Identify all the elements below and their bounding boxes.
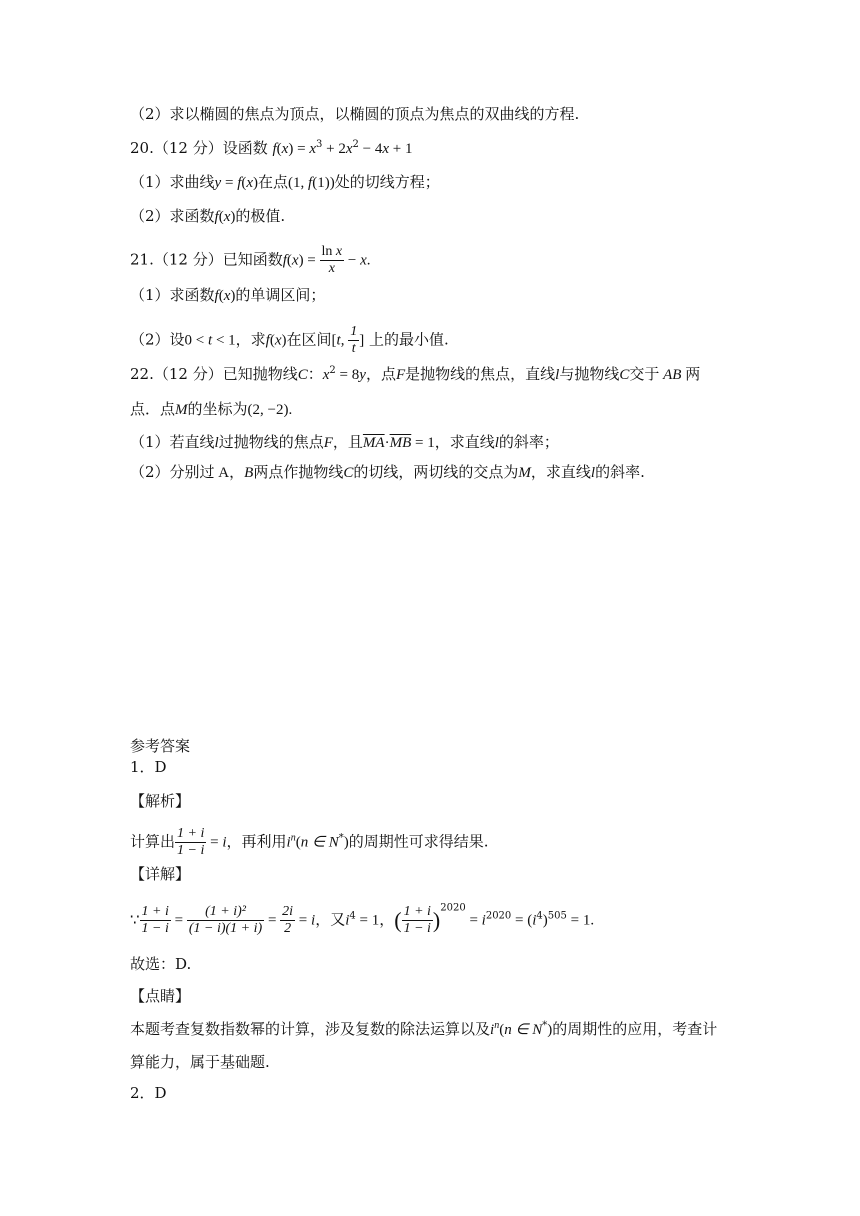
q20-exp3: 3 — [315, 139, 323, 150]
q21-p2-b: ，求 — [235, 330, 266, 349]
xj-eq1: = — [170, 912, 187, 929]
q21-p2-f: f — [265, 332, 270, 349]
q20-p1-c: 处的切线方程； — [334, 173, 440, 191]
guxuan-text: 故选：D. — [130, 955, 192, 973]
q22-p2-M: M — [518, 465, 531, 481]
jx-b: ，再利用 — [226, 832, 287, 851]
q21-fraction — [320, 244, 345, 277]
jx-in: i — [286, 834, 291, 851]
xj-frac2 — [187, 904, 264, 937]
q22-p2-e: 的斜率. — [595, 463, 645, 481]
q20-paren2: ) — [253, 175, 259, 191]
q21-interval-fraction — [348, 324, 359, 357]
xj-f3-den: 2 — [284, 921, 292, 936]
q21-frac-den: x — [328, 261, 335, 276]
xj-f3-num: 2i — [282, 904, 294, 919]
q21-p1-o: ( — [218, 288, 224, 304]
q20-function-expr: f — [272, 141, 277, 157]
q22-C2: C — [619, 367, 630, 383]
q21-frac-num: ln x — [321, 244, 343, 259]
q20-heading — [130, 138, 412, 159]
q20-f: f — [237, 175, 242, 191]
xj-frac4 — [402, 904, 433, 937]
xj-bigparen-open: ( — [394, 907, 402, 933]
xj-eq2: = — [264, 912, 281, 929]
q21-p1-a: （1）求函数 — [130, 286, 215, 304]
q22-t4: 与抛物线 — [559, 365, 620, 383]
jx-eq: = — [206, 834, 223, 851]
dj-cond-close: ) — [547, 1022, 553, 1038]
xj-f1-num: 1 + i — [141, 904, 169, 919]
q22-eq-y: y — [359, 367, 366, 383]
q21-tden: t — [351, 341, 356, 356]
q22-eq-exp: 2 — [329, 365, 336, 376]
xiangjie-body — [130, 904, 594, 937]
dj-cond: ( — [499, 1022, 505, 1038]
q22-t6: 两 — [685, 365, 701, 383]
q21-ineq: 0 < — [184, 332, 209, 349]
xj-f2-den: (1 − i)(1 + i) — [188, 921, 263, 936]
q21-p1-c: ) — [230, 288, 236, 304]
dj-n: n — [494, 1020, 500, 1031]
xj-i2020: i — [481, 912, 486, 929]
q22-t5: 交于 — [629, 365, 660, 383]
q20-poly-x1: x — [382, 141, 390, 157]
xj-exp505: 505 — [547, 910, 567, 922]
dj-cond-body: n ∈ N — [504, 1022, 543, 1038]
q22-A: A — [214, 465, 230, 481]
q22-AB: AB — [659, 367, 686, 383]
q21-part2 — [130, 324, 449, 357]
answer-1 — [130, 757, 167, 777]
q20-head-text: 20.（12 分）设函数 — [130, 139, 268, 157]
jiexi-text: 【解析】 — [130, 792, 191, 810]
q21-p2-x: x — [274, 332, 282, 349]
q20-p2-x: x — [223, 209, 231, 225]
answer-1-text: 1．D — [130, 758, 167, 776]
q22-p2-a: （2）分别过 — [130, 463, 215, 481]
xj-b: ， — [379, 910, 395, 929]
xj-f4-num: 1 + i — [403, 904, 431, 919]
q21-part1 — [130, 285, 325, 306]
q22-heading — [130, 364, 700, 385]
xj-bigparen-close: ) — [432, 907, 441, 933]
q22-t2: ，点 — [365, 365, 396, 383]
q21-fx: f — [282, 252, 287, 269]
q21-p2-d: 上的最小值. — [368, 330, 449, 349]
jx-cond-close: ) — [343, 834, 349, 851]
q22-p1-c: ，且 — [332, 433, 363, 451]
xj-f2-num: (1 + i)² — [187, 904, 264, 921]
dianjing-heading — [130, 986, 190, 1006]
q21-p2-c: ) — [281, 332, 287, 349]
dianjing-line2 — [130, 1052, 270, 1072]
q21-interval-close: ] — [359, 332, 365, 349]
q20-part1 — [130, 172, 440, 193]
q22-p1-e: 的斜率； — [498, 433, 559, 451]
q21-p1-f: f — [214, 288, 219, 304]
q22-dot: . — [288, 402, 293, 418]
jx-cond: ( — [295, 834, 301, 851]
xj-eq5: = — [511, 912, 528, 929]
q20-curve-expr: y — [214, 175, 222, 191]
q20-poly-end: + 1 — [389, 141, 413, 157]
xj-i4: i — [345, 912, 350, 929]
q19-part2-text: （2）求以椭圆的焦点为顶点，以椭圆的顶点为焦点的双曲线的方程. — [130, 105, 580, 123]
q20-p1-a: （1）求曲线 — [130, 173, 215, 191]
xj-f4-den: 1 − i — [403, 921, 431, 936]
xj-frac3 — [280, 904, 295, 937]
xj-i2020-exp: 2020 — [485, 910, 512, 922]
jx-den: 1 − i — [177, 843, 205, 858]
q20-point-f: f — [308, 175, 313, 191]
dj-2: 算能力，属于基础题. — [130, 1053, 270, 1071]
xj-f1-den: 1 − i — [141, 921, 169, 936]
q20-poly-tail: − 4 — [358, 141, 383, 157]
q22-vec-eq: = 1 — [411, 435, 435, 451]
q20-eq: = — [221, 175, 238, 191]
q21-p2-c: 在区间 — [286, 330, 332, 349]
q21-one: 1 — [350, 324, 358, 339]
q22-B: B — [244, 465, 254, 481]
q21-eq: ) = — [298, 252, 320, 269]
xj-eq3: = — [295, 912, 312, 929]
q21-p1-x: x — [223, 288, 231, 304]
dj-star: * — [542, 1020, 548, 1031]
q20-p2-close: ) — [230, 209, 236, 225]
q21-p1-b: 的单调区间； — [235, 286, 326, 304]
q22-vec-MB: $\overline{MB}$ — [389, 435, 412, 451]
answer-2-text: 2．D — [130, 1084, 167, 1102]
q20-point-end: (1)) — [312, 175, 335, 191]
q22-l2-a: 点．点 — [130, 400, 176, 418]
q22-p1-d: ，求直线 — [434, 433, 495, 451]
q20-poly-rest: + 2 — [322, 141, 346, 157]
q22-t3: 是抛物线的焦点，直线 — [405, 365, 556, 383]
q22-dotprod: · — [384, 435, 390, 451]
q21-ineq-end: < 1 — [212, 332, 236, 349]
q20-p1-b: 在点 — [258, 173, 289, 191]
jiexi-heading — [130, 791, 190, 811]
q22-part1 — [130, 432, 559, 453]
q22-M: M — [175, 402, 188, 418]
q21-interval-t: t — [336, 332, 341, 349]
q21-period: . — [366, 252, 371, 269]
q20-part2 — [130, 206, 285, 227]
xj-i4-eq: = 1 — [355, 912, 380, 929]
q19-part2 — [130, 104, 579, 124]
jx-c: 的周期性可求得结果. — [348, 832, 489, 851]
q22-p1-l2: l — [494, 435, 499, 451]
q22-F: F — [395, 367, 406, 383]
dj-in: i — [490, 1022, 495, 1038]
q22-sep: ， — [229, 465, 245, 481]
q20-poly-x3: x — [309, 141, 316, 157]
q21-head-text: 21.（12 分）已知函数 — [130, 250, 283, 269]
xj-i4b-exp: 4 — [536, 910, 543, 922]
xj-a: ，又 — [315, 910, 346, 929]
q22-p1-a: （1）若直线 — [130, 433, 215, 451]
q22-eq-mid: = 8 — [335, 367, 360, 383]
q22-p2-d: ，求直线 — [530, 463, 591, 481]
q21-p2-o: ( — [269, 332, 275, 349]
jx-star: * — [338, 832, 344, 844]
xj-paren3: ( — [527, 912, 533, 929]
jx-cond-body: n ∈ N — [300, 834, 339, 851]
jx-n: n — [290, 832, 296, 844]
q20-p2-open: ( — [218, 209, 224, 225]
q21-t: t — [208, 332, 213, 349]
xj-i: i — [311, 912, 316, 929]
jx-num: 1 + i — [177, 826, 205, 841]
q22-p1-F: F — [323, 435, 333, 451]
xj-i4-exp: 4 — [349, 910, 356, 922]
q22-head-text: 22.（12 分）已知抛物线 — [130, 365, 298, 383]
q22-l: l — [555, 367, 560, 383]
q20-var: x — [281, 141, 289, 157]
q21-heading — [130, 244, 371, 277]
jx-a: 计算出 — [130, 832, 176, 851]
q20-fx-paren: ( — [276, 141, 282, 157]
jiexi-body — [130, 826, 489, 859]
q22-line2 — [130, 399, 292, 420]
q20-p2-f: f — [214, 209, 219, 225]
q22-coord: (2, −2) — [247, 402, 289, 418]
q21-interval-open: [ — [331, 332, 337, 349]
q22-eq-x: x — [322, 367, 330, 383]
q21-fx-arg: ( — [286, 252, 292, 269]
xiangjie-heading — [130, 864, 190, 884]
xj-paren3-close: ) — [542, 912, 548, 929]
jx-i: i — [222, 834, 227, 851]
dianjing-line1 — [130, 1019, 717, 1040]
q20-p2-a: （2）求函数 — [130, 207, 215, 225]
dj-1a: 本题考查复数指数幂的计算，涉及复数的除法运算以及 — [130, 1020, 491, 1038]
q20-poly-x2: x — [345, 141, 353, 157]
xj-eq6: = 1. — [566, 912, 595, 929]
q22-p2-l: l — [590, 465, 596, 481]
xj-frac1 — [140, 904, 171, 937]
guxuan — [130, 954, 191, 974]
q21-x: x — [291, 252, 299, 269]
q22-p2-b: 两点作抛物线 — [253, 463, 344, 481]
q22-p1-l: l — [214, 435, 219, 451]
q21-comma: , — [340, 332, 349, 349]
q21-p2-a: （2）设 — [130, 330, 185, 349]
xiangjie-text: 【详解】 — [130, 865, 191, 883]
q20-exp2: 2 — [352, 139, 359, 150]
q22-part2 — [130, 462, 645, 483]
q21-minus-x: x — [360, 252, 367, 269]
q20-fx-close: ) = — [288, 141, 310, 157]
q20-paren: ( — [241, 175, 247, 191]
answers-title-text: 参考答案 — [130, 737, 191, 755]
q20-point: (1, — [288, 175, 309, 191]
xj-i4b: i — [532, 912, 537, 929]
dianjing-text: 【点睛】 — [130, 987, 191, 1005]
q22-vec-MA: $\overline{MA}$ — [362, 435, 385, 451]
q22-C: C — [297, 367, 308, 383]
answers-title — [130, 736, 190, 756]
q20-p2-b: 的极值. — [235, 207, 286, 225]
q22-p2-c: 的切线，两切线的交点为 — [353, 463, 519, 481]
answer-2 — [130, 1083, 167, 1103]
q20-x: x — [246, 175, 254, 191]
q22-t1: ： — [307, 365, 323, 383]
dj-1b: 的周期性的应用，考查计 — [552, 1020, 718, 1038]
q22-p2-C: C — [343, 465, 354, 481]
xj-eq4: = — [465, 912, 482, 929]
q22-l2-b: 的坐标为 — [187, 400, 248, 418]
because-symbol: ∵ — [130, 912, 140, 929]
jx-fraction — [175, 826, 206, 859]
q21-minus: − — [344, 252, 361, 269]
q22-p1-b: 过抛物线的焦点 — [218, 433, 324, 451]
xj-exp2020: 2020 — [440, 902, 466, 914]
